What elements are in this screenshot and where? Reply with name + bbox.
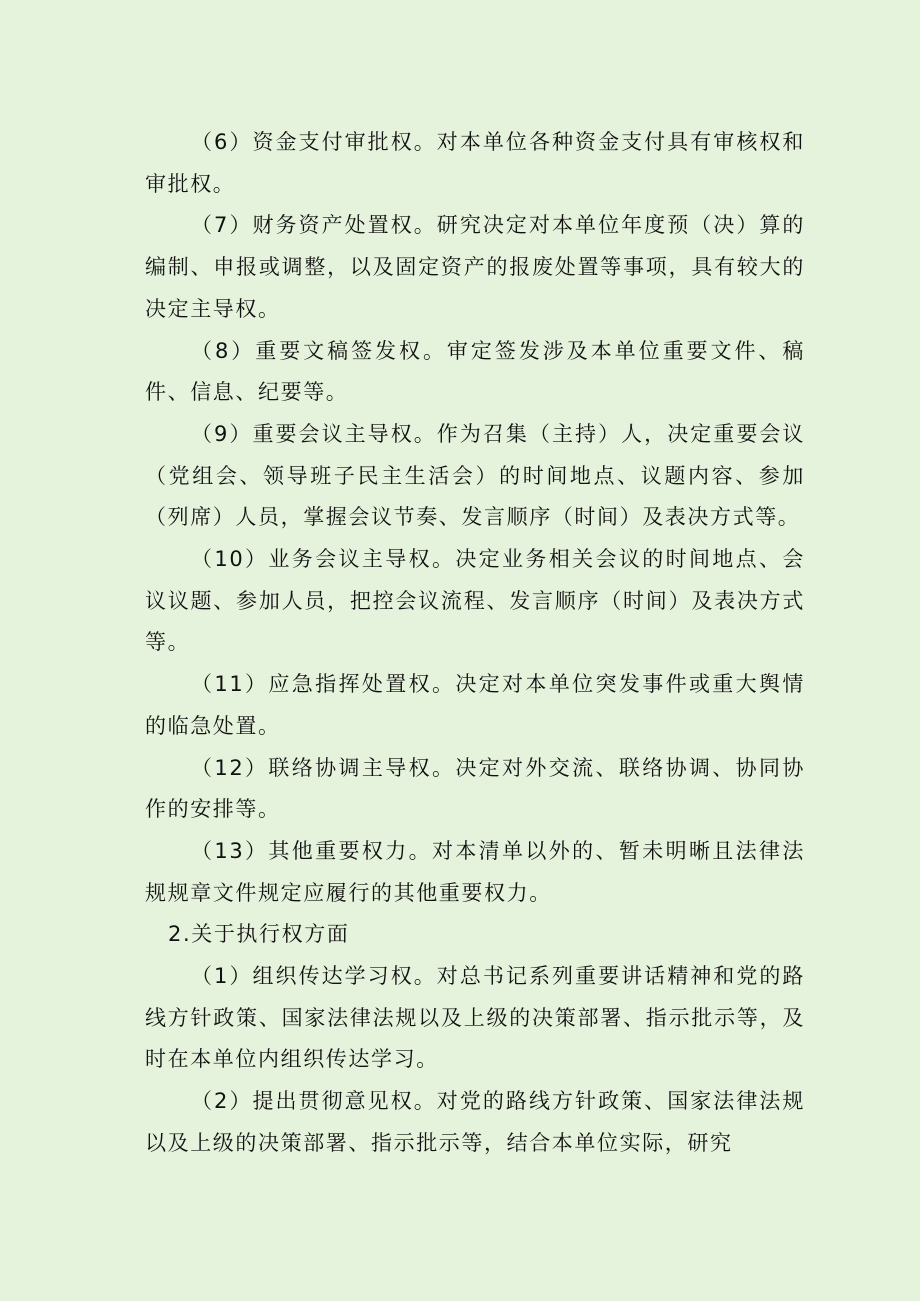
paragraph-item-12: （12）联络协调主导权。决定对外交流、联络协调、协同协作的安排等。 — [145, 755, 805, 822]
section-heading-execution: 2.关于执行权方面 — [168, 922, 350, 947]
paragraph-exec-item-2: （2）提出贯彻意见权。对党的路线方针政策、国家法律法规以及上级的决策部署、指示批示等，结合本单位实际，研究 — [145, 1089, 805, 1155]
paragraph-item-13: （13）其他重要权力。对本清单以外的、暂未明晰且法律法规规章文件规定应履行的其他重要权力。 — [145, 838, 805, 905]
paragraph-item-6: （6）资金支付审批权。对本单位各种资金支付具有审核权和审批权。 — [145, 130, 805, 196]
paragraph-exec-item-1: （1）组织传达学习权。对总书记系列重要讲话精神和党的路线方针政策、国家法律法规以及上级的决策部署、指示批示等，及时在本单位内组织传达学习。 — [145, 964, 805, 1072]
paragraph-item-11: （11）应急指挥处置权。决定对本单位突发事件或重大舆情的临急处置。 — [145, 672, 805, 738]
paragraph-item-7: （7）财务资产处置权。研究决定对本单位年度预（决）算的编制、申报或调整，以及固定资产的报废处置等事项，具有较大的决定主导权。 — [145, 213, 805, 321]
paragraph-item-8: （8）重要文稿签发权。审定签发涉及本单位重要文件、稿件、信息、纪要等。 — [145, 338, 805, 405]
paragraph-item-10: （10）业务会议主导权。决定业务相关会议的时间地点、会议议题、参加人员，把控会议流程、发言顺序（时间）及表决方式等。 — [145, 547, 805, 655]
paragraph-item-9: （9）重要会议主导权。作为召集（主持）人，决定重要会议（党组会、领导班子民主生活会）的时间地点、议题内容、参加（列席）人员，掌握会议节奏、发言顺序（时间）及表决方式等。 — [145, 421, 805, 530]
document-body — [145, 122, 805, 1165]
